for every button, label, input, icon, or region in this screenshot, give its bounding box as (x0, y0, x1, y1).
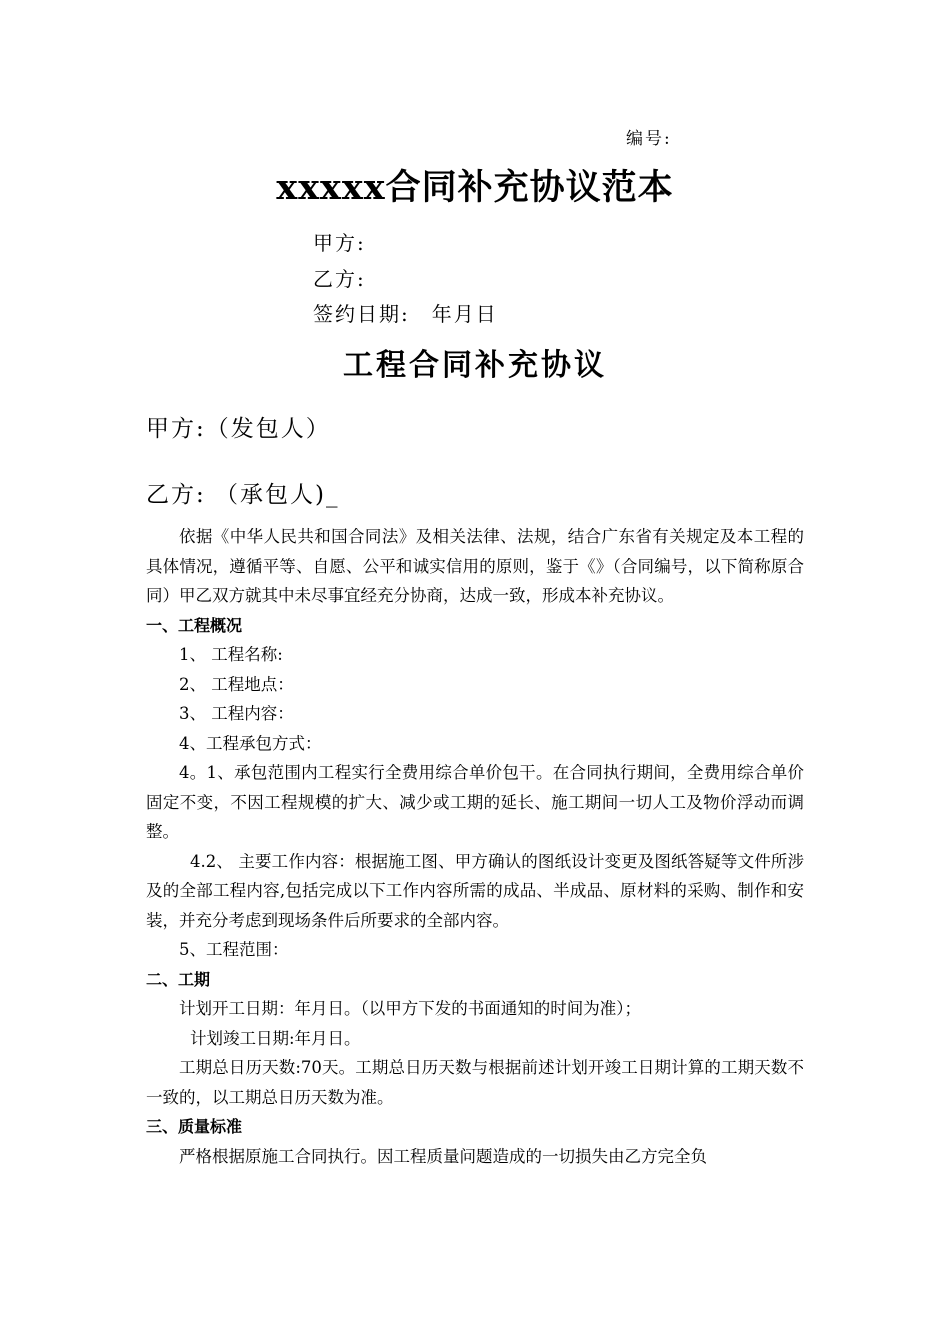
party-b-line: 乙方: （承包人)_ (146, 482, 340, 508)
total-duration: 工期总日历天数:70天。工期总日历天数与根据前述计划开竣工日期计算的工期天数不一致的，以工期总日历天数为准。 (146, 1058, 804, 1107)
document-title: xxxxx合同补充协议范本 (276, 167, 674, 208)
clause-4-1: 4。1、承包范围内工程实行全费用综合单价包干。在合同执行期间，全费用综合单价固定不变，不因工程规模的扩大、减少或工期的延长、施工期间一切人工及物价浮动而调整。 (146, 763, 804, 841)
list-item: 4、工程承包方式： (179, 733, 322, 753)
section-heading: 三、质量标准 (146, 1117, 243, 1136)
list-item: 1、 工程名称: (179, 645, 283, 664)
list-item: 3、 工程内容： (179, 704, 294, 723)
planned-end-date: 计划竣工日期:年月日。 (190, 1028, 361, 1048)
cover-party-a: 甲方: (313, 231, 366, 255)
intro-paragraph: 依据《中华人民共和国合同法》及相关法律、法规，结合广东省有关规定及本工程的具体情况，遵循平等、自愿、公平和诚实信用的原则，鉴于《》（合同编号，以下简称原合同）甲乙双方就其中未尽事宜经充分协商，达成一致，形成本补充协议。 (146, 527, 804, 605)
clause-4-2: 4.2、 主要工作内容：根据施工图、甲方确认的图纸设计变更及图纸答疑等文件所涉及的全部工程内容,包括完成以下工作内容所需的成品、半成品、原材料的采购、制作和安装，并充分考虑到现场条件后所要求的全部内容。 (146, 851, 804, 930)
list-item: 5、工程范围： (179, 940, 289, 959)
sign-date-label: 签约日期: (313, 302, 410, 326)
cover-party-b: 乙方: (313, 267, 366, 291)
document-body (146, 522, 804, 1171)
agreement-title: 工程合同补充协议 (343, 348, 607, 383)
planned-start-date: 计划开工日期：年月日。（以甲方下发的书面通知的时间为准）； (179, 999, 641, 1018)
section-heading: 二、工期 (146, 969, 211, 989)
section-heading: 一、工程概况 (146, 615, 243, 635)
sign-date-value: 年月日 (431, 302, 498, 326)
quality-clause: 严格根据原施工合同执行。因工程质量问题造成的一切损失由乙方完全负 (179, 1146, 707, 1166)
party-a-line: 甲方:（发包人） (146, 416, 331, 442)
cover-sign-date (313, 298, 498, 327)
serial-number-label: 编号: (626, 129, 672, 149)
list-item: 2、 工程地点： (179, 674, 294, 694)
